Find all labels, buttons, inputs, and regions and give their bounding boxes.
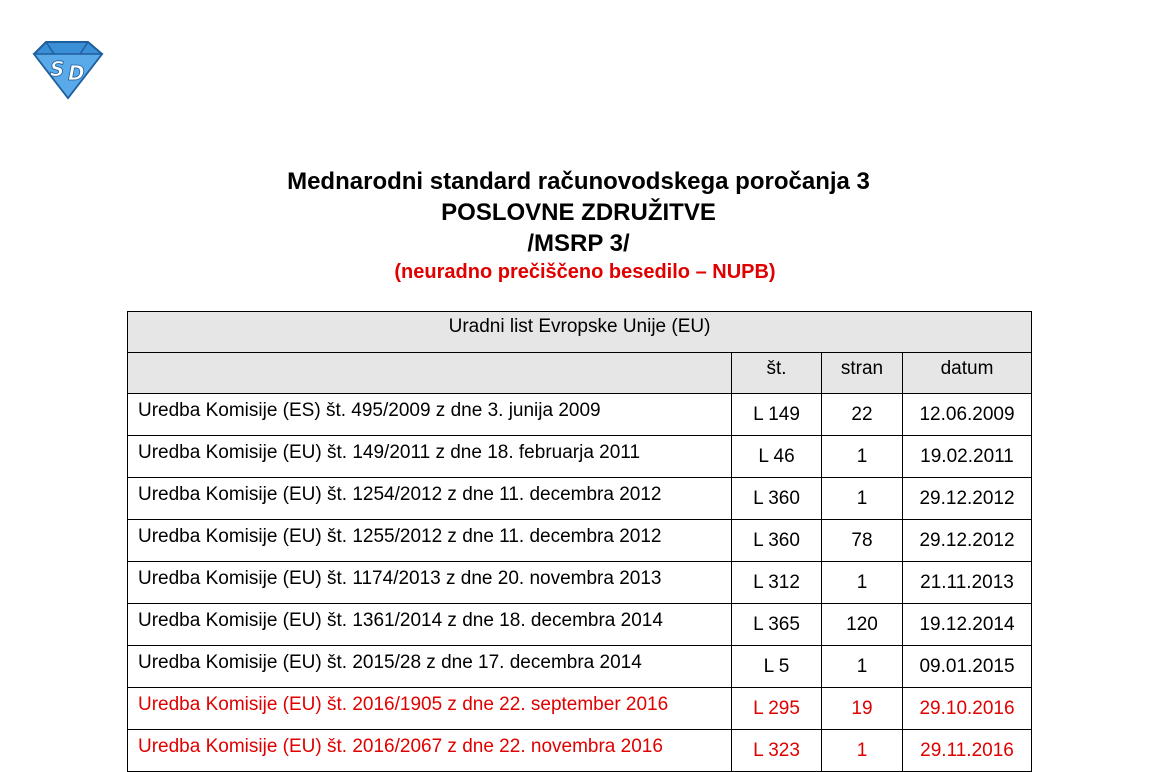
table-row [128, 562, 1032, 604]
row-description: Uredba Komisije (EU) št. 149/2011 z dne 18. februarja 2011 [128, 436, 732, 478]
row-description: Uredba Komisije (EU) št. 1361/2014 z dne 18. decembra 2014 [128, 604, 732, 646]
row-date: 09.01.2015 [903, 646, 1032, 688]
row-number: L 323 [732, 730, 822, 772]
table-row [128, 394, 1032, 436]
row-page: 1 [822, 730, 903, 772]
row-number: L 46 [732, 436, 822, 478]
table-row [128, 730, 1032, 772]
row-page: 78 [822, 520, 903, 562]
document-code: /MSRP 3/ [527, 230, 630, 257]
table-row [128, 604, 1032, 646]
row-number: L 312 [732, 562, 822, 604]
regulations-table [127, 311, 1032, 772]
row-number: L 5 [732, 646, 822, 688]
row-date: 19.02.2011 [903, 436, 1032, 478]
row-date: 19.12.2014 [903, 604, 1032, 646]
row-number: L 295 [732, 688, 822, 730]
table-row [128, 478, 1032, 520]
row-number: L 360 [732, 478, 822, 520]
row-date: 29.12.2012 [903, 478, 1032, 520]
row-number: L 365 [732, 604, 822, 646]
document-title: Mednarodni standard računovodskega poročanja 3 [287, 168, 870, 195]
row-description: Uredba Komisije (EU) št. 1174/2013 z dne 20. novembra 2013 [128, 562, 732, 604]
column-header-date: datum [903, 353, 1032, 394]
row-date: 21.11.2013 [903, 562, 1032, 604]
svg-text:S: S [50, 57, 65, 81]
row-number: L 360 [732, 520, 822, 562]
row-page: 1 [822, 562, 903, 604]
row-page: 22 [822, 394, 903, 436]
row-page: 1 [822, 646, 903, 688]
row-page: 1 [822, 478, 903, 520]
column-header-description [128, 353, 732, 394]
table-row [128, 646, 1032, 688]
row-page: 19 [822, 688, 903, 730]
table-caption: Uradni list Evropske Unije (EU) [128, 312, 1032, 353]
row-date: 29.10.2016 [903, 688, 1032, 730]
row-number: L 149 [732, 394, 822, 436]
table-row [128, 688, 1032, 730]
row-description: Uredba Komisije (EU) št. 1254/2012 z dne 11. decembra 2012 [128, 478, 732, 520]
column-header-number: št. [732, 353, 822, 394]
row-description: Uredba Komisije (EU) št. 2016/1905 z dne 22. september 2016 [128, 688, 732, 730]
table-row [128, 436, 1032, 478]
table-header-row [128, 353, 1032, 394]
row-date: 12.06.2009 [903, 394, 1032, 436]
row-date: 29.12.2012 [903, 520, 1032, 562]
document-note: (neuradno prečiščeno besedilo – NUPB) [394, 261, 776, 283]
row-page: 120 [822, 604, 903, 646]
sd-diamond-logo-icon [30, 40, 104, 100]
row-description: Uredba Komisije (EU) št. 2015/28 z dne 17. decembra 2014 [128, 646, 732, 688]
table-caption-row [128, 312, 1032, 353]
row-description: Uredba Komisije (EU) št. 2016/2067 z dne 22. novembra 2016 [128, 730, 732, 772]
row-description: Uredba Komisije (ES) št. 495/2009 z dne 3. junija 2009 [128, 394, 732, 436]
svg-text:D: D [68, 61, 85, 85]
table-row [128, 520, 1032, 562]
row-description: Uredba Komisije (EU) št. 1255/2012 z dne 11. decembra 2012 [128, 520, 732, 562]
document-subtitle: POSLOVNE ZDRUŽITVE [441, 199, 716, 226]
row-date: 29.11.2016 [903, 730, 1032, 772]
row-page: 1 [822, 436, 903, 478]
column-header-page: stran [822, 353, 903, 394]
